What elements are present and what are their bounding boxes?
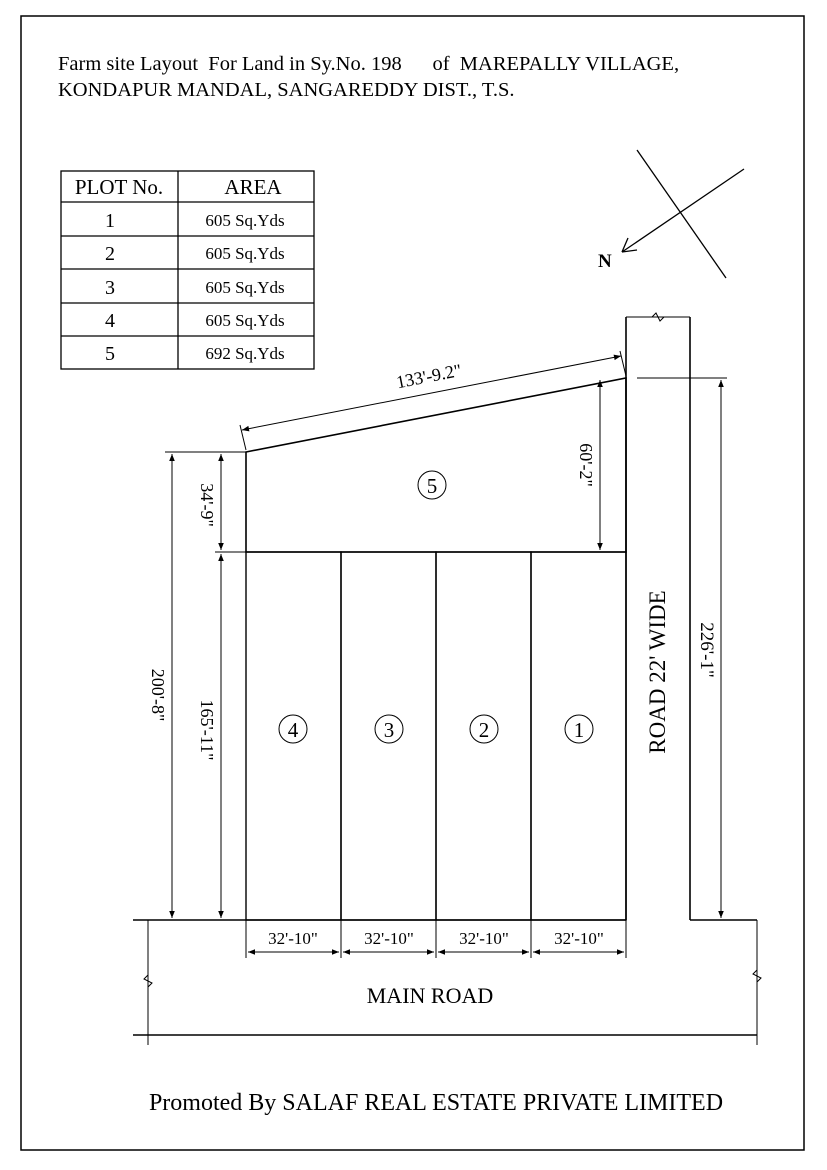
dimension-frontage [246, 920, 626, 958]
frontage-plot-3-label: 32'-10" [364, 929, 414, 948]
footer-promoter: Promoted By SALAF REAL ESTATE PRIVATE LIMITED [148, 1090, 724, 1116]
dimension-right-plot5-label: 60'-2" [576, 443, 596, 487]
table-row-5-area: 692 Sq.Yds [205, 344, 285, 363]
main-road-label: MAIN ROAD [366, 983, 494, 1008]
frontage-plot-1-label: 32'-10" [554, 929, 604, 948]
side-road-label: ROAD 22' WIDE [645, 590, 670, 754]
dimension-left-lower-label: 165'-11" [197, 699, 217, 761]
table-row-3-plot: 3 [105, 277, 115, 299]
dimension-top-edge-label: 133'-9.2" [394, 359, 464, 393]
table-row-5-plot: 5 [105, 343, 115, 365]
frontage-plot-4-label: 32'-10" [268, 929, 318, 948]
dimension-right-plot5 [576, 380, 600, 550]
north-arrow-icon [598, 150, 744, 278]
dimension-top-edge [240, 351, 626, 450]
header-line-1: Farm site Layout For Land in Sy.No. 198 of MAREPALLY VILLAGE, [58, 53, 680, 75]
main-road [133, 920, 761, 1045]
table-row-1-plot: 1 [105, 210, 115, 232]
header-line-2: KONDAPUR MANDAL, SANGAREDDY DIST., T.S. [58, 79, 515, 101]
area-table [61, 171, 314, 369]
table-row-2-plot: 2 [105, 243, 115, 265]
table-row-4-area: 605 Sq.Yds [205, 311, 285, 330]
dimension-right-total-label: 226'-1" [696, 622, 717, 678]
plot-2-number: 2 [478, 718, 490, 742]
dimension-left-set [148, 452, 246, 918]
frontage-plot-2-label: 32'-10" [459, 929, 509, 948]
plot-5-outline[interactable] [246, 378, 626, 552]
dimension-left-total-label: 200'-8" [148, 668, 168, 722]
plot-layout [246, 378, 626, 920]
table-row-1-area: 605 Sq.Yds [205, 211, 285, 230]
plot-4-number: 4 [287, 718, 299, 742]
table-row-2-area: 605 Sq.Yds [205, 244, 285, 263]
table-row-3-area: 605 Sq.Yds [205, 278, 285, 297]
table-row-4-plot: 4 [105, 310, 115, 332]
plot-1-number: 1 [573, 718, 585, 742]
north-label: N [598, 251, 612, 272]
table-header-area: AREA [224, 175, 282, 199]
plot-3-number: 3 [383, 718, 395, 742]
plot-5-number: 5 [426, 474, 438, 498]
table-header-plot: PLOT No. [74, 175, 164, 199]
dimension-left-plot5-label: 34'-9" [197, 483, 217, 527]
